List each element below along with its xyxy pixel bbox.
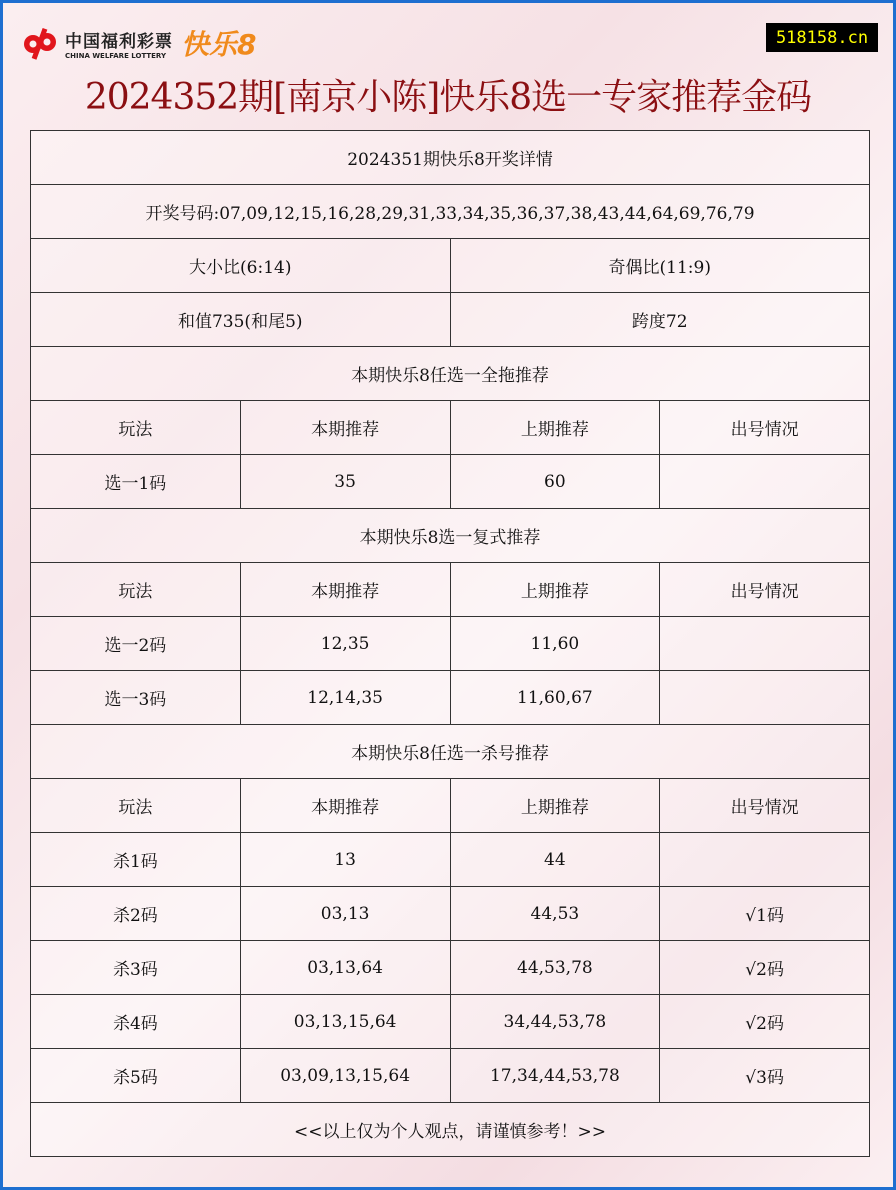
cell-current: 12,35 bbox=[240, 617, 450, 671]
draw-numbers: 开奖号码:07,09,12,15,16,28,29,31,33,34,35,36,37,38,43,44,64,69,76,79 bbox=[31, 185, 870, 239]
cell-play: 杀4码 bbox=[31, 995, 241, 1049]
column-header-play: 玩法 bbox=[31, 401, 241, 455]
column-header-row bbox=[31, 401, 870, 455]
cell-play: 选一3码 bbox=[31, 671, 241, 725]
section-heading-row bbox=[31, 347, 870, 401]
cell-current: 12,14,35 bbox=[240, 671, 450, 725]
footer-note: <<以上仅为个人观点，请谨慎参考！>> bbox=[31, 1103, 870, 1157]
cell-result bbox=[660, 455, 870, 509]
cell-current: 35 bbox=[240, 455, 450, 509]
cell-play: 杀1码 bbox=[31, 833, 241, 887]
column-header-play: 玩法 bbox=[31, 563, 241, 617]
cell-play: 选一2码 bbox=[31, 617, 241, 671]
cell-result bbox=[660, 617, 870, 671]
column-header-row bbox=[31, 563, 870, 617]
size-ratio: 大小比(6:14) bbox=[31, 239, 451, 293]
logo-en: CHINA WELFARE LOTTERY bbox=[65, 51, 167, 60]
draw-numbers-row bbox=[31, 185, 870, 239]
column-header-previous: 上期推荐 bbox=[450, 563, 660, 617]
cell-result bbox=[660, 671, 870, 725]
column-header-current: 本期推荐 bbox=[240, 779, 450, 833]
column-header-result: 出号情况 bbox=[660, 779, 870, 833]
odd-even-ratio: 奇偶比(11:9) bbox=[450, 239, 870, 293]
logo-game: 快乐8 bbox=[181, 28, 257, 61]
cell-previous: 44,53 bbox=[450, 887, 660, 941]
cell-previous: 60 bbox=[450, 455, 660, 509]
cell-current: 03,13 bbox=[240, 887, 450, 941]
cell-current: 03,09,13,15,64 bbox=[240, 1049, 450, 1103]
logo-cn: 中国福利彩票 bbox=[65, 31, 173, 52]
section-heading-row bbox=[31, 509, 870, 563]
cell-play: 选一1码 bbox=[31, 455, 241, 509]
section-heading: 本期快乐8任选一杀号推荐 bbox=[31, 725, 870, 779]
cell-current: 13 bbox=[240, 833, 450, 887]
cell-previous: 44 bbox=[450, 833, 660, 887]
cell-play: 杀3码 bbox=[31, 941, 241, 995]
draw-heading: 2024351期快乐8开奖详情 bbox=[31, 131, 870, 185]
column-header-result: 出号情况 bbox=[660, 563, 870, 617]
column-header-current: 本期推荐 bbox=[240, 401, 450, 455]
section-heading: 本期快乐8选一复式推荐 bbox=[31, 509, 870, 563]
cell-previous: 17,34,44,53,78 bbox=[450, 1049, 660, 1103]
recommend-table bbox=[30, 130, 870, 1157]
draw-ratio-row bbox=[31, 239, 870, 293]
site-badge: 518158.cn bbox=[766, 23, 878, 52]
column-header-row bbox=[31, 779, 870, 833]
table-row bbox=[31, 671, 870, 725]
cell-play: 杀2码 bbox=[31, 887, 241, 941]
column-header-previous: 上期推荐 bbox=[450, 779, 660, 833]
cell-previous: 44,53,78 bbox=[450, 941, 660, 995]
section-heading: 本期快乐8任选一全拖推荐 bbox=[31, 347, 870, 401]
table-row bbox=[31, 617, 870, 671]
column-header-result: 出号情况 bbox=[660, 401, 870, 455]
table-row bbox=[31, 1049, 870, 1103]
cell-previous: 11,60,67 bbox=[450, 671, 660, 725]
cell-result: √3码 bbox=[660, 1049, 870, 1103]
sum-value: 和值735(和尾5) bbox=[31, 293, 451, 347]
welfare-lottery-logo-icon bbox=[21, 24, 59, 62]
column-header-current: 本期推荐 bbox=[240, 563, 450, 617]
footer-row bbox=[31, 1103, 870, 1157]
cell-previous: 34,44,53,78 bbox=[450, 995, 660, 1049]
table-row bbox=[31, 455, 870, 509]
table-row bbox=[31, 833, 870, 887]
table-row bbox=[31, 941, 870, 995]
section-heading-row bbox=[31, 725, 870, 779]
cell-result: √1码 bbox=[660, 887, 870, 941]
page-title: 2024352期[南京小陈]快乐8选一专家推荐金码 bbox=[84, 77, 812, 118]
lottery-logo bbox=[21, 23, 256, 63]
column-header-previous: 上期推荐 bbox=[450, 401, 660, 455]
cell-previous: 11,60 bbox=[450, 617, 660, 671]
cell-result bbox=[660, 833, 870, 887]
draw-sum-row bbox=[31, 293, 870, 347]
cell-play: 杀5码 bbox=[31, 1049, 241, 1103]
cell-current: 03,13,15,64 bbox=[240, 995, 450, 1049]
table-row bbox=[31, 995, 870, 1049]
table-row bbox=[31, 887, 870, 941]
column-header-play: 玩法 bbox=[31, 779, 241, 833]
cell-result: √2码 bbox=[660, 995, 870, 1049]
draw-heading-row bbox=[31, 131, 870, 185]
cell-result: √2码 bbox=[660, 941, 870, 995]
span-value: 跨度72 bbox=[450, 293, 870, 347]
cell-current: 03,13,64 bbox=[240, 941, 450, 995]
